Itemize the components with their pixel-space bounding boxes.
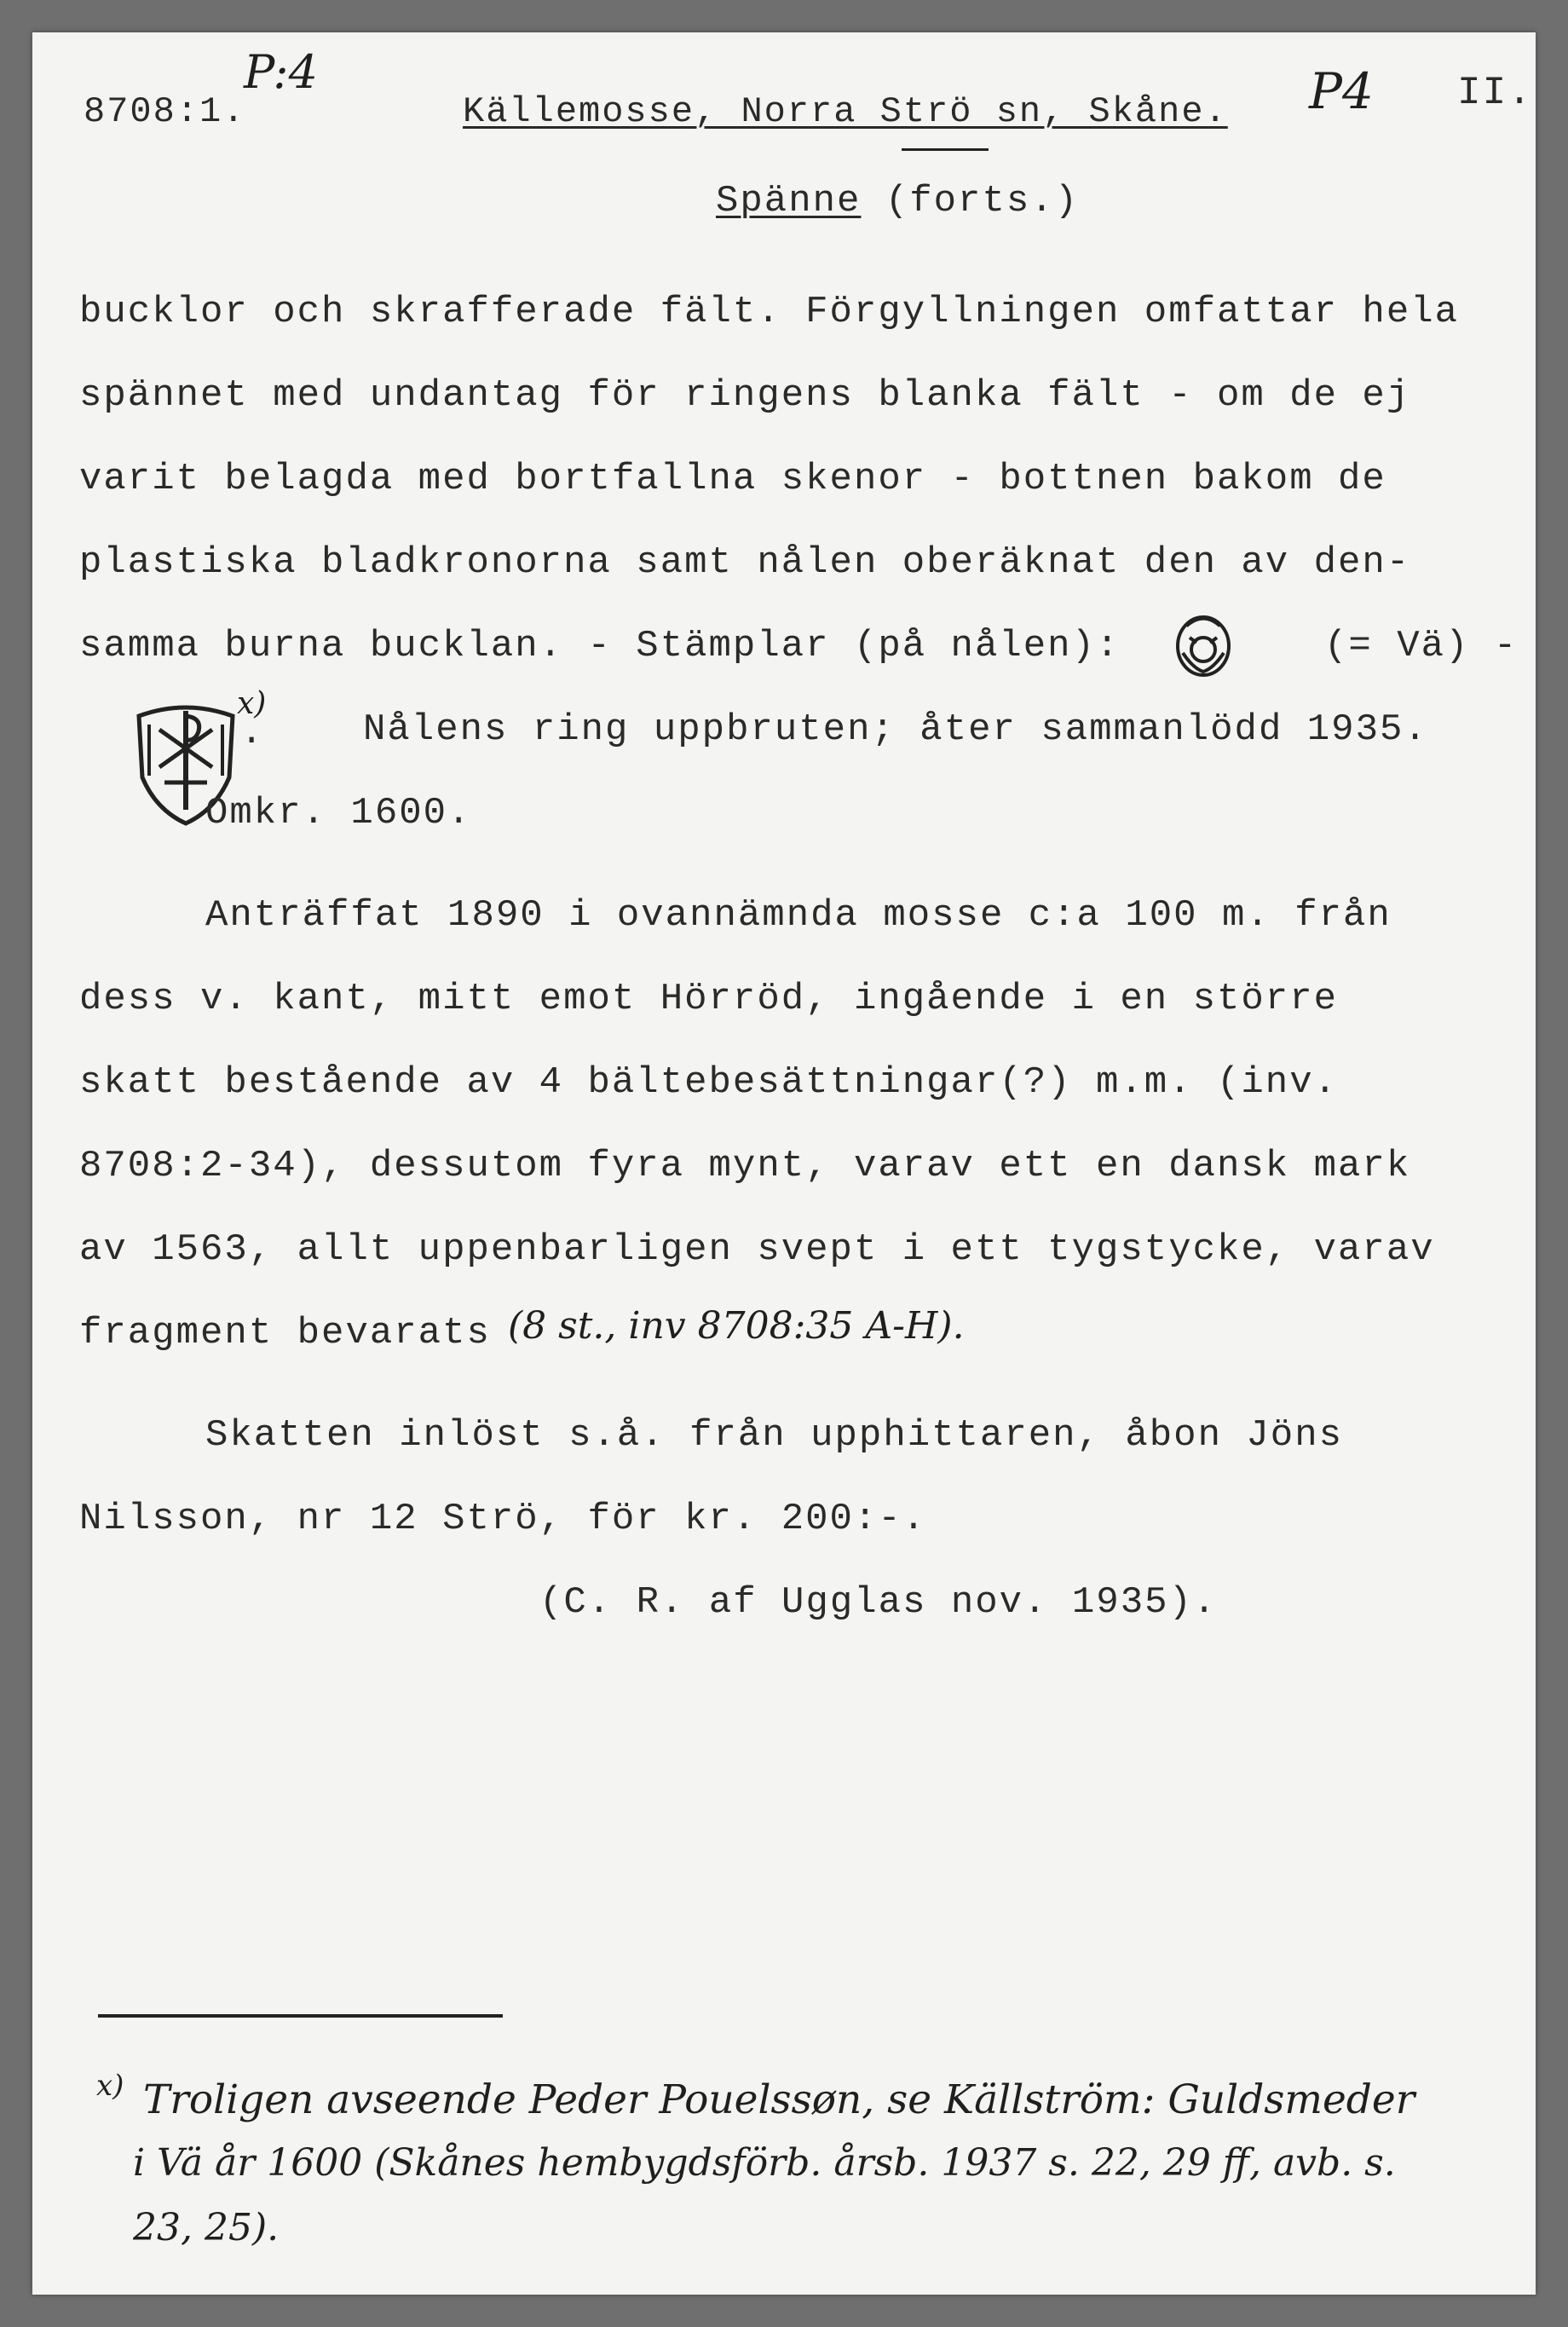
continued-label: (forts.) [885,180,1080,222]
object-name: Spänne [716,180,862,222]
signature-line: (C. R. af Ugglas nov. 1935). [539,1581,1218,1624]
accession-number: 8708:1. [84,91,246,132]
body-line-1: bucklor och skrafferade fält. Förgyllningen omfattar hela [79,291,1460,333]
handwritten-inventory-insert: (8 st., inv 8708:35 A-H). [508,1304,965,1348]
body-line-6: Nålens ring uppbruten; åter sammanlödd 1935. [363,708,1428,751]
body-line-7: Omkr. 1600. [205,792,472,834]
footnote-line-1: Troligen avseende Peder Pouelssøn, se Källström: Guldsmeder [143,2076,1415,2123]
catalog-card [32,32,1536,2295]
card-number: II. [1457,71,1533,115]
body-line-2: spännet med undantag för ringens blanka fält - om de ej [79,374,1411,417]
handwritten-p4-left: P:4 [244,45,318,99]
handwritten-p4-right: P4 [1309,62,1374,120]
footnote-reference-mark: x) [237,686,267,721]
body-line-8: Anträffat 1890 i ovannämnda mosse c:a 100 m. från [205,894,1392,937]
body-line-14: Skatten inlöst s.å. från upphittaren, åbon Jöns [205,1414,1344,1457]
body-line-11: 8708:2-34), dessutom fyra mynt, varav ett en dansk mark [79,1145,1411,1187]
heading-double-underline [902,148,989,151]
footnote-marker: x) [96,2069,124,2103]
body-line-15: Nilsson, nr 12 Strö, för kr. 200:-. [79,1498,927,1540]
footnote-line-2: i Vä år 1600 (Skånes hembygdsförb. årsb. 1937 s. 22, 29 ff, avb. s. [133,2141,1396,2185]
stamp-reference-dot: . [240,712,265,754]
body-line-4: plastiska bladkronorna samt nålen oberäknat den av den- [79,541,1411,584]
body-line-10: skatt bestående av 4 bältebesättningar(?) m.m. (inv. [79,1061,1339,1104]
body-line-9: dess v. kant, mitt emot Hörröd, ingående i en större [79,978,1339,1020]
object-subtitle [716,182,1079,220]
hallmark-stamp-icon [1171,609,1236,680]
body-line-5-end: (= Vä) - [1324,625,1519,667]
body-line-5: samma burna bucklan. - Stämplar (på nålen): [79,625,1121,667]
site-heading: Källemosse, Norra Strö sn, Skåne. [463,91,1228,132]
footnote-separator [98,2014,503,2018]
body-line-12: av 1563, allt uppenbarligen svept i ett tygstycke, varav [79,1228,1435,1271]
footnote-line-3: 23, 25). [133,2206,280,2249]
body-line-3: varit belagda med bortfallna skenor - bottnen bakom de [79,458,1386,500]
body-line-13: fragment bevarats [79,1312,491,1354]
